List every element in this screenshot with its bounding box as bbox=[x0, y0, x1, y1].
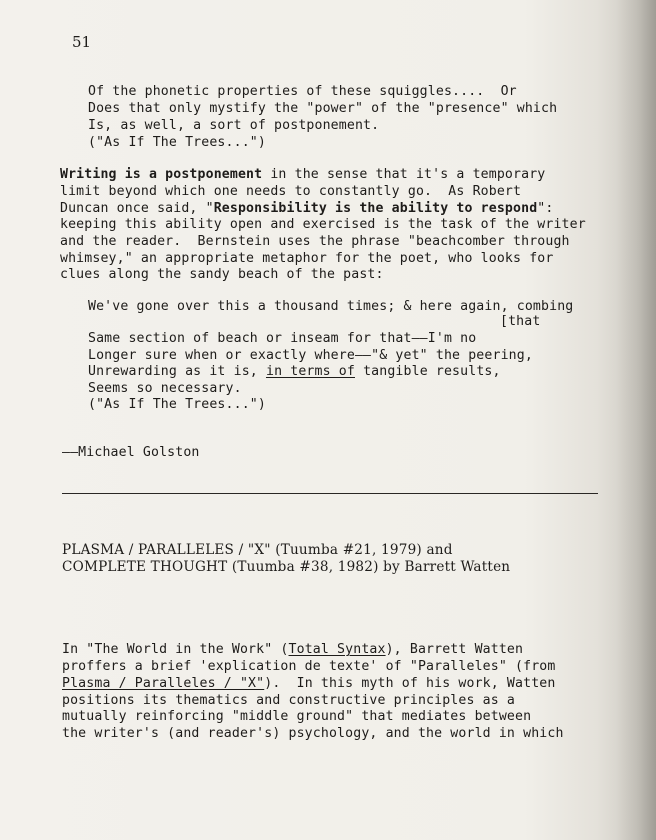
section-divider bbox=[62, 493, 598, 494]
bold-phrase: Responsibility is the ability to respond bbox=[213, 201, 538, 216]
text-run: in the sense that it's a temporary bbox=[262, 167, 546, 182]
quote-citation: ("As If The Trees...") bbox=[88, 135, 266, 150]
paragraph-line: limit beyond which one needs to constantly go. As Robert bbox=[60, 184, 522, 199]
paragraph-line: keeping this ability open and exercised is the task of the writer bbox=[60, 217, 586, 232]
book-title: PLASMA / PARALLELES / "X" bbox=[62, 542, 271, 558]
page-binding-shadow bbox=[616, 0, 656, 840]
bold-phrase: Writing is a postponement bbox=[60, 167, 263, 182]
text-run: (Tuumba #21, 1979) and bbox=[270, 542, 453, 558]
underlined-title: Total Syntax bbox=[288, 642, 386, 657]
page-number: 51 bbox=[72, 33, 92, 51]
paragraph-line bbox=[60, 201, 553, 217]
paragraph-line: mutually reinforcing "middle ground" that mediates between bbox=[62, 709, 532, 724]
paragraph-line bbox=[60, 167, 545, 183]
quote-line: Is, as well, a sort of postponement. bbox=[88, 118, 380, 133]
text-run: Duncan once said, " bbox=[60, 201, 214, 216]
quote-line: Same section of beach or inseam for that——I'm no bbox=[88, 331, 477, 346]
heading-line bbox=[62, 559, 510, 575]
author-signature: ——Michael Golston bbox=[62, 445, 200, 460]
paragraph-line bbox=[62, 642, 523, 658]
text-run: ": bbox=[537, 201, 554, 216]
paragraph-line: whimsey," an appropriate metaphor for the poet, who looks for bbox=[60, 251, 554, 266]
paragraph-line bbox=[62, 676, 555, 692]
quote-line: Seems so necessary. bbox=[88, 381, 242, 396]
text-run: Unrewarding as it is, bbox=[88, 364, 266, 379]
text-run: ). In this myth of his work, Watten bbox=[264, 676, 556, 691]
text-run: (Tuumba #38, 1982) by Barrett Watten bbox=[227, 559, 511, 575]
quote-line: We've gone over this a thousand times; & here again, combing bbox=[88, 299, 574, 314]
quote-line: Does that only mystify the "power" of the "presence" which bbox=[88, 101, 558, 116]
paragraph-line: clues along the sandy beach of the past: bbox=[60, 267, 384, 282]
quote-citation: ("As If The Trees...") bbox=[88, 397, 266, 412]
text-run: tangible results, bbox=[354, 364, 501, 379]
heading-line bbox=[62, 542, 453, 558]
quote-line: Longer sure when or exactly where——"& yet" the peering, bbox=[88, 348, 533, 363]
text-run: In "The World in the Work" ( bbox=[62, 642, 289, 657]
quote-line: Of the phonetic properties of these squiggles.... Or bbox=[88, 84, 517, 99]
underlined-title: Plasma / Paralleles / "X" bbox=[62, 676, 265, 691]
book-title: COMPLETE THOUGHT bbox=[62, 559, 228, 575]
quote-line bbox=[88, 364, 501, 380]
quote-overflow-word: [that bbox=[500, 314, 541, 329]
paragraph-line: the writer's (and reader's) psychology, and the world in which bbox=[62, 726, 564, 741]
paragraph-line: and the reader. Bernstein uses the phrase "beachcomber through bbox=[60, 234, 570, 249]
text-run: ), Barrett Watten bbox=[385, 642, 524, 657]
paragraph-line: positions its thematics and constructive principles as a bbox=[62, 693, 516, 708]
underlined-phrase: in terms of bbox=[265, 364, 355, 379]
paragraph-line: proffers a brief 'explication de texte' of "Paralleles" (from bbox=[62, 659, 556, 674]
